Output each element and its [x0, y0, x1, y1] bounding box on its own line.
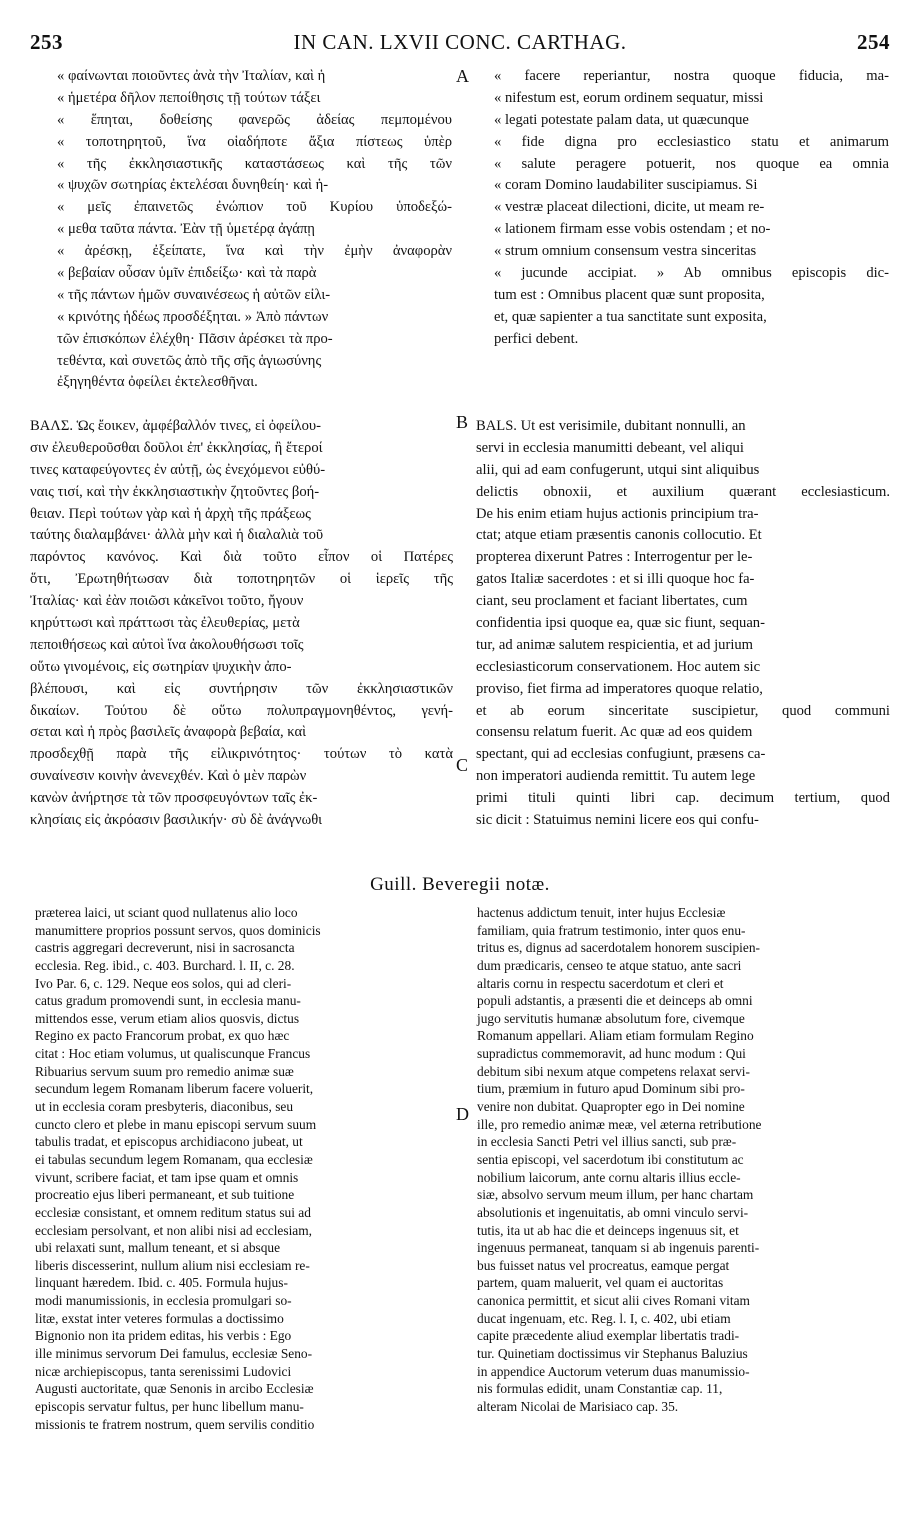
text-line: « ἕπηται, δοθείσης φανερῶς ἀδείας πεμπομένου — [57, 111, 452, 128]
text-line: modi manumissionis, in ecclesia promulgari so- — [35, 1293, 292, 1309]
notes-column-left — [35, 904, 453, 1433]
text-line: hactenus addictum tenuit, inter hujus Ecclesiæ — [477, 905, 726, 920]
text-line: πεποιθήσεως καὶ αὐτοὶ ἵνα ἀκολουθήσωσι τοῖς — [30, 636, 304, 653]
text-line: sic dicit : Statuimus nemini licere eos qui confu- — [476, 812, 759, 829]
text-line: delictis obnoxii, et auxilium quærant ecclesiasticum. — [476, 483, 891, 500]
text-line: « lationem firmam esse vobis ostendam ; et no- — [494, 221, 771, 238]
text-line: sentia episcopi, vel sacerdotum ibi constitutum ac — [477, 1151, 744, 1167]
text-line: consensu relatum fuerit. Ac quæ ad eos quidem — [476, 724, 753, 741]
text-line: manumittere proprios possunt servos, quos dominicis — [35, 922, 321, 938]
text-line: « jucunde accipiat. » Ab omnibus episcopis dic- — [494, 265, 890, 282]
text-line: ille, pro remedio animæ meæ, vel æterna retributione — [477, 1116, 762, 1132]
text-line: bus fuisset natus vel procreatus, eamque pergat — [477, 1257, 730, 1273]
text-line: cuncto clero et plebe in manu episcopi servum suum — [35, 1116, 317, 1132]
text-line: episcopis servatur fultus, per hunc libellum manu- — [35, 1398, 304, 1414]
text-line: Ivo Par. 6, c. 129. Neque eos solos, qui ad cleri- — [35, 975, 292, 991]
greek-column-top — [57, 66, 452, 394]
text-line: nobilium laicorum, ante cornu altaris illius eccle- — [477, 1169, 741, 1185]
text-line: linquant hæredem. Ibid. c. 405. Formula hujus- — [35, 1275, 288, 1291]
margin-letter-c: C — [456, 755, 469, 775]
text-line: et ab eorum sinceritate suscipietur, quod communi — [476, 702, 890, 719]
text-line: Regino ex pacto Francorum probat, ex quo hæc — [35, 1028, 290, 1044]
text-line: vivunt, scribere faciat, et tam ipse quam et omnis — [35, 1169, 299, 1185]
text-line: Ἰταλίας· καὶ ἐὰν ποιῶσι κἀκεῖνοι τοῦτο, ἤγουν — [30, 593, 304, 610]
text-line: primi tituli quinti libri cap. decimum tertium, quod — [476, 790, 890, 807]
text-line: τῶν ἐπισκόπων ἐλέχθη· Πᾶσιν ἀρέσκει τὰ προ- — [57, 330, 333, 347]
text-line: familiam, quia fratrum testimonio, inter quos enu- — [477, 922, 746, 938]
text-line: alii, qui ad eam confugerunt, utqui sint aliquibus — [476, 461, 760, 478]
text-line: partem, quam maluerit, vel quam ei auctoritas — [477, 1275, 724, 1291]
page-number-left: 253 — [30, 30, 63, 54]
text-line: ciant, seu proclament et faciant libertates, cum — [476, 593, 748, 610]
text-line: et, quæ sapienter a tua sanctitate sunt exposita, — [494, 308, 767, 325]
margin-letter-a: A — [456, 66, 469, 86]
text-line: liberis discesserint, nullum alium nisi ecclesiam re- — [35, 1257, 310, 1273]
text-line: altaris cornu in respectu sacerdotum et cleri et — [477, 975, 724, 991]
text-line: propterea dixerunt Patres : Interrogentur per le- — [476, 549, 753, 566]
text-line: ναις τισί, καὶ τὴν ἐκκλησιαστικὴν ζητοῦντες βοή- — [30, 483, 320, 500]
text-line: missionis te fratrem nostrum, quem servilis conditio — [35, 1416, 315, 1432]
text-line: tutis, ita ut ab hac die et deinceps ingenuus sit, et — [477, 1222, 739, 1238]
text-line: προσδεχθῇ παρὰ τῆς εἰλικρινότητος· τούτων τὸ κατὰ — [30, 746, 454, 763]
latin-column-top — [494, 66, 889, 351]
text-line: supradictus commemoravit, ad hunc modum : Qui — [477, 1046, 746, 1062]
text-line: alteram Nicolai de Marisiaco cap. 35. — [477, 1398, 679, 1414]
text-line: « βεβαίαν οὖσαν ὑμῖν ἐπιδείξω· καὶ τὰ παρὰ — [57, 265, 317, 282]
text-line: σεται καὶ ἡ πρὸς βασιλεῖς ἀναφορὰ βεβαία, καὶ — [30, 724, 307, 741]
text-line: « τοποτηρητοῦ, ἵνα οἱαδήποτε ἄξια πίστεως ὑπὲρ — [57, 133, 452, 150]
text-line: κλησίαις εἰς ἀκρόασιν βασιλικήν· σὺ δὲ ἀνάγνωθι — [30, 812, 323, 829]
text-line: « τῆς ἐκκλησιαστικῆς καταστάσεως καὶ τῆς τῶν — [57, 155, 452, 172]
text-line: « ψυχῶν σωτηρίας ἐκτελέσαι δυνηθείη· καὶ ἡ- — [57, 177, 329, 194]
text-line: ubi relaxati sunt, mallum teneant, et si absque — [35, 1240, 281, 1256]
text-line: nis formulas edidit, unam Constantiæ cap. 11, — [477, 1381, 723, 1397]
text-line: σιν ἐλευθεροῦσθαι δοῦλοι ἐπ' ἐκκλησίας, ἢ ἕτεροί — [30, 439, 323, 456]
text-line: ὅτι, Ἐρωτηθήτωσαν διὰ τοποτηρητῶν οἱ ἱερεῖς τῆς — [30, 571, 453, 588]
text-line: in appendice Auctorum veterum duas manumissio- — [477, 1363, 750, 1379]
text-line: dum prædicaris, censeo te atque statuo, ante sacri — [477, 957, 742, 973]
text-line: οὕτω γινομένοις, εἰς σωτηρίαν ψυχικὴν ἀπο- — [30, 658, 292, 675]
text-line: « ἡμετέρα δῆλον πεποίθησις τῇ τούτων τάξει — [57, 89, 321, 106]
text-line: « τῆς πάντων ἡμῶν συναινέσεως ἡ αὐτῶν εἰλι- — [57, 286, 331, 303]
text-line: ut in ecclesia coram presbyteris, diaconibus, seu — [35, 1099, 294, 1115]
text-line: Ribuarius servum suum pro remedio animæ suæ — [35, 1063, 294, 1079]
text-line: κηρύττωσι καὶ πράττωσι τὰς ἐλευθερίας, μετὰ — [30, 615, 300, 632]
text-line: « κρινότης ἡδέως προσδέξηται. » Ἀπὸ πάντων — [57, 308, 329, 325]
latin-column-balsamon — [476, 416, 890, 832]
text-line: tabulis tradat, et episcopus archidiacono jubeat, ut — [35, 1134, 303, 1150]
notes-column-right — [477, 904, 892, 1416]
text-line: Augusti auctoritate, quæ Senonis in arcibo Ecclesiæ — [35, 1381, 314, 1397]
text-line: « facere reperiantur, nostra quoque fiducia, ma- — [494, 68, 889, 84]
text-line: « nifestum est, eorum ordinem sequatur, missi — [494, 89, 764, 106]
text-line: proviso, fiet firma ad imperatores quoque relatio, — [476, 680, 763, 697]
text-line: ecclesiam persolvant, et non alibi nisi ad ecclesiam, — [35, 1222, 313, 1238]
text-line: δικαίων. Τούτου δὲ οὕτω πολυπραγμονηθέντος, γενή- — [30, 702, 453, 719]
text-line: tium, præmium in futuro apud Dominum sibi pro- — [477, 1081, 745, 1097]
text-line: συναίνεσιν κοινὴν ἀνενεχθέν. Καὶ ὁ μὲν παρὼν — [30, 768, 307, 785]
text-line: ille minimus servorum Dei famulus, ecclesiæ Seno- — [35, 1346, 313, 1362]
text-line: κανὼν ἀνήρτησε τὰ τῶν προσφευγόντων ταῖς ἐκ- — [30, 790, 318, 807]
text-line: « vestræ placeat dilectioni, dicite, ut meam re- — [494, 199, 765, 216]
text-line: confidentia ipsi quoque ea, quæ sic fiunt, sequan- — [476, 615, 765, 632]
text-line: « strum omnium consensum vestra sinceritas — [494, 243, 757, 260]
text-line: θειαν. Περὶ τούτων γὰρ καὶ ἡ ἀρχὴ τῆς πράξεως — [30, 505, 311, 522]
text-line: BALS. Ut est verisimile, dubitant nonnulli, an — [476, 418, 746, 434]
running-header — [30, 30, 890, 58]
text-line: ΒΑΛΣ. Ὡς ἔοικεν, ἀμφέβαλλόν τινες, εἰ ὀφείλου- — [30, 418, 321, 434]
text-line: perfici debent. — [494, 330, 579, 347]
notes-heading: Guill. Beveregii notæ. — [370, 874, 550, 895]
text-line: servi in ecclesia manumitti debeant, vel aliqui — [476, 439, 744, 456]
text-line: Romanum appellari. Aliam etiam formulam Regino — [477, 1028, 754, 1044]
text-line: citat : Hoc etiam volumus, ut qualiscunque Francus — [35, 1046, 311, 1062]
text-line: « μεῖς ἐπαινετῶς ἐνώπιον τοῦ Κυρίου ὑποδεξώ- — [57, 199, 452, 216]
text-line: litæ, exstat inter veteres formulas a doctissimo — [35, 1310, 284, 1326]
text-line: De his enim etiam hujus actionis principium tra- — [476, 505, 759, 522]
text-line: nicæ archiepiscopus, tanta serenissimi Ludovici — [35, 1363, 292, 1379]
text-line: populi adstantis, a præsenti die et deinceps ab omni — [477, 993, 753, 1009]
text-line: absolutionis et ingenuitatis, ab omni vinculo servi- — [477, 1204, 749, 1220]
text-line: in ecclesia Sancti Petri vel illius sancti, sub præ- — [477, 1134, 737, 1150]
text-line: « legati potestate palam data, ut quæcunque — [494, 111, 749, 128]
margin-letter-b: B — [456, 412, 469, 432]
text-line: ecclesiasticorum conservationem. Hoc autem sic — [476, 658, 761, 675]
text-line: παρόντος κανόνος. Καὶ διὰ τοῦτο εἶπον οἱ Πατέρες — [30, 549, 453, 566]
text-line: non imperatori audienda remittit. Tu autem lege — [476, 768, 756, 785]
text-line: ctat; atque etiam præsentis canonis collocutio. Et — [476, 527, 762, 544]
text-line: τινες καταφεύγοντες ἐν αὐτῇ, ὡς ἐνεχόμενοι εὐθύ- — [30, 461, 326, 478]
text-line: « fide digna pro ecclesiastico statu et animarum — [494, 133, 890, 150]
text-line: βλέπουσι, καὶ εἰς συντήρησιν τῶν ἐκκλησιαστικῶν — [30, 680, 454, 697]
running-title: IN CAN. LXVII CONC. CARTHAG. — [293, 30, 627, 54]
text-line: ei tabulas secundum legem Romanam, qua ecclesiæ — [35, 1151, 313, 1167]
text-line: catus gradum promovendi sunt, in ecclesia manu- — [35, 993, 301, 1009]
text-line: spectant, qui ad ecclesias confugiunt, præsens ca- — [476, 746, 766, 763]
text-line: tur. Quinetiam doctissimus vir Stephanus Baluzius — [477, 1346, 748, 1362]
text-line: « μεθα ταῦτα πάντα. Ἐὰν τῇ ὑμετέρᾳ ἀγάπῃ — [57, 221, 315, 238]
text-line: capite præcedente aliud exemplar libertatis tradi- — [477, 1328, 740, 1344]
text-line: mittendos esse, verum etiam alios quosvis, dictus — [35, 1010, 300, 1026]
greek-column-balsamon — [30, 416, 453, 832]
text-line: procreatio ejus liberi permaneant, et sub tuitione — [35, 1187, 295, 1203]
text-line: ingenuus permaneat, tanquam si ab ingenuis parenti- — [477, 1240, 760, 1256]
text-line: venire non dubitat. Quapropter ego in Dei nomine — [477, 1099, 745, 1115]
text-line: ecclesia. Reg. ibid., c. 403. Burchard. l. II, c. 28. — [35, 957, 295, 973]
text-line: tum est : Omnibus placent quæ sunt proposita, — [494, 286, 765, 303]
text-line: ducat ingenuam, etc. Reg. l. I, c. 402, ubi etiam — [477, 1310, 731, 1326]
text-line: ecclesiæ consistant, et omnem reditum status sui ad — [35, 1204, 311, 1220]
margin-letter-d: D — [456, 1104, 469, 1124]
text-line: ταύτης διαλαμβάνει· ἀλλὰ μὴν καὶ ἡ διαλαλιὰ τοῦ — [30, 527, 324, 544]
text-line: castris aggregari decreverunt, nisi in sacrosancta — [35, 940, 295, 956]
text-line: jugo servitutis humanæ absolutum fore, civemque — [477, 1010, 745, 1026]
text-line: « ἀρέσκῃ, ἐξείπατε, ἵνα καὶ τὴν ἐμὴν ἀναφορὰν — [57, 243, 453, 260]
page-number-right: 254 — [857, 30, 890, 54]
text-line: τεθέντα, καὶ συνετῶς ἀπὸ τῆς σῆς ἁγιωσύνης — [57, 352, 322, 369]
text-line: canonica permittit, et sicut alii cives Romani vitam — [477, 1293, 750, 1309]
text-line: « coram Domino laudabiliter suscipiamus. Si — [494, 177, 758, 194]
text-line: « salute peragere potuerit, nos quoque ea omnia — [494, 155, 890, 172]
text-line: siæ, absolvo servum meum illum, per hanc chartam — [477, 1187, 754, 1203]
text-line: ἐξηγηθέντα ὀφείλει ἐκτελεσθῆναι. — [57, 374, 258, 391]
text-line: Bignonio non ita pridem editas, his verbis : Ego — [35, 1328, 292, 1344]
text-line: præterea laici, ut sciant quod nullatenus alio loco — [35, 905, 298, 920]
text-line: debitum sibi nexum atque competens relaxat servi- — [477, 1063, 750, 1079]
text-line: secundum legem Romanam liberum facere voluerit, — [35, 1081, 314, 1097]
text-line: gatos Italiæ sacerdotes : et si illi quoque hoc fa- — [476, 571, 755, 588]
text-line: tur, ad animæ salutem respicientia, et ad jurium — [476, 636, 754, 653]
text-line: tritus es, dignus ad sacerdotalem honorem suscipien- — [477, 940, 760, 956]
text-line: « φαίνωνται ποιοῦντες ἀνὰ τὴν Ἰταλίαν, καὶ ἡ — [57, 68, 326, 84]
